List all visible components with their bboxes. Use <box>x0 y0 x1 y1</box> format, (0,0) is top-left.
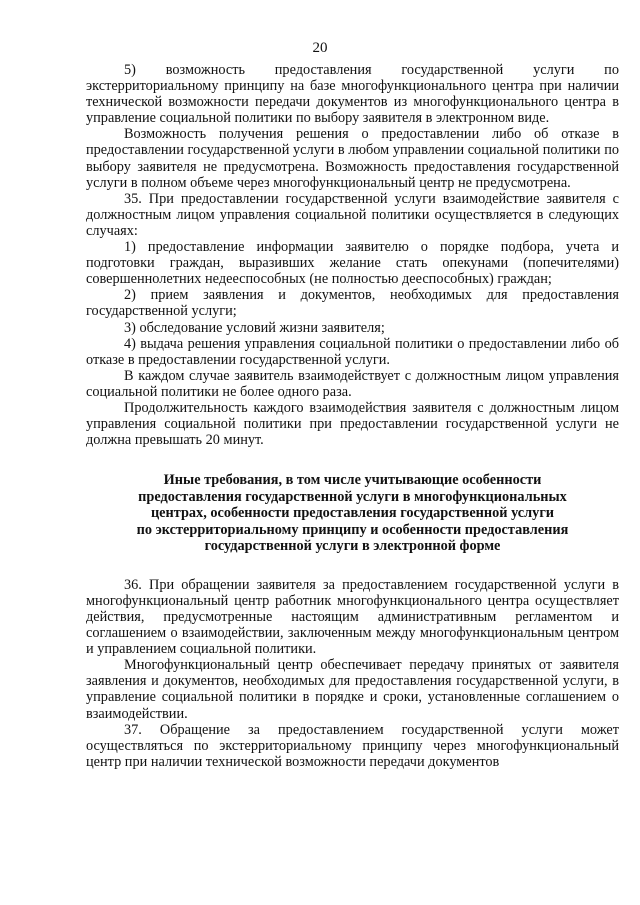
list-item-1: 1) предоставление информации заявителю о порядке подбора, учета и подготовки граждан, выразивших желание стать опекунами (попечителями) совершеннолетних недееспособных (не полностью дееспособных) граждан; <box>86 239 619 288</box>
page-number: 20 <box>312 40 328 56</box>
paragraph-item-5: 5) возможность предоставления государственной услуги по экстерриториальному принципу на базе многофункционального центра при наличии технической возможности передачи документов из многофункционального центра в управление социальной политики по выбору заявителя в электронном виде. <box>86 62 619 127</box>
list-item-4: 4) выдача решения управления социальной политики о предоставлении либо об отказе в предоставлении государственной услуги. <box>86 335 619 368</box>
paragraph-36: 36. При обращении заявителя за предоставлением государственной услуги в многофункциональный центр работник многофункционального центра осуществляет действия, предусмотренные настоящим административным регламентом и соглашением о взаимодействии, заключенным между многофункциональным центром и управлением социальной политики. <box>86 576 619 658</box>
paragraph-interaction-duration: Продолжительность каждого взаимодействия заявителя с должностным лицом управления социальной политики при предоставлении государственной услуги не должна превышать 20 минут. <box>86 399 619 449</box>
section-heading-line: центрах, особенности предоставления государственной услуги <box>150 505 555 522</box>
paragraph-35: 35. При предоставлении государственной услуги взаимодействие заявителя с должностным лицом управления социальной политики осуществляется в следующих случаях: <box>86 190 619 239</box>
paragraph-remote-decision: Возможность получения решения о предоставлении либо об отказе в предоставлении государственной услуги в любом управлении социальной политики по выбору заявителя не предусмотрена. Возможность предоставления государственной услуги в полном объеме через многофункциональный центр не предусмотрена. <box>86 126 619 191</box>
list-item-2: 2) прием заявления и документов, необходимых для предоставления государственной услуги; <box>86 287 619 320</box>
section-heading-line: предоставления государственной услуги в многофункциональных <box>138 488 567 505</box>
paragraph-mfc-transfer: Многофункциональный центр обеспечивает передачу принятых от заявителя заявления и документов, необходимых для предоставления государственной услуги, в управление социальной политики в порядке и сроки, установленные соглашением о взаимодействии. <box>86 657 619 722</box>
section-heading-line: по экстерриториальному принципу и особенности предоставления <box>136 521 569 538</box>
list-item-3: 3) обследование условий жизни заявителя; <box>124 319 385 336</box>
document-body <box>86 62 619 770</box>
section-heading <box>86 472 619 555</box>
section-heading-line: государственной услуги в электронной форме <box>204 538 501 555</box>
section-heading-line: Иные требования, в том числе учитывающие особенности <box>163 472 542 489</box>
paragraph-interaction-once: В каждом случае заявитель взаимодействует с должностным лицом управления социальной политики не более одного раза. <box>86 367 619 400</box>
paragraph-37: 37. Обращение за предоставлением государственной услуги может осуществляться по экстерриториальному принципу через многофункциональный центр при наличии технической возможности передачи документов <box>86 721 619 770</box>
